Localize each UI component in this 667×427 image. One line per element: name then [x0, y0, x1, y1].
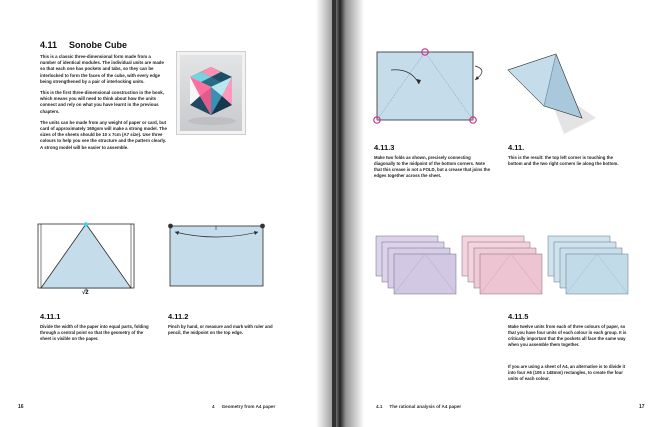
- running-head-left: [212, 404, 275, 409]
- step-4-11-2-label: 4.11.2: [168, 312, 189, 321]
- page-number-left: 16: [18, 404, 24, 410]
- intro-paragraph-1: This is a classic three-dimensional form made from a number of identical modules. The individual units are made so that each one has pockets and tabs, so they can be interlocked to form the faces of the cube, with every edge being strengthened by a pair of interlocking units.: [40, 54, 164, 84]
- left-page: [0, 0, 332, 427]
- step-4-11-5-note: If you are using a sheet of A4, an alternative is to divide it into four A6 (105 x 148mm) rectangles, to create the four units of each colour.: [508, 364, 626, 381]
- diagram-4-11-1: [37, 222, 135, 294]
- running-head-right-chapter: 4.1: [376, 404, 383, 409]
- step-4-11-1-text: Divide the width of the paper into equal parts, folding through a central point so that the geometry of the sheet is visible on the paper.: [40, 324, 149, 341]
- diagram-4-11-4: [504, 46, 614, 136]
- step-4-11-2-text: Pinch by hand, or measure and mark with ruler and pencil, the midpoint on the top edge.: [168, 324, 273, 335]
- folded-kite-diagram: [504, 46, 614, 136]
- step-4-11-5-label: 4.11.5: [508, 312, 529, 321]
- intro-paragraph-2: This is the first three-dimensional construction in the book, which means you will need to think about how the units connect and rely on what you have learnt in the previous chapters.: [40, 90, 164, 114]
- step-4-11-4-text: This is the result: the top left corner is touching the bottom and the two right corners lie along the bottom.: [508, 155, 619, 166]
- triangle-fold-diagram: [37, 222, 135, 294]
- pink-stack: [462, 236, 542, 294]
- diagonal-fold-diagram: [371, 46, 491, 130]
- step-4-11-1-label: 4.11.1: [40, 312, 61, 321]
- running-head-left-title: Geometry from A4 paper: [221, 404, 276, 409]
- section-title: Sonobe Cube: [69, 40, 128, 50]
- step-4-11-5-text: Make twelve units from each of three colours of paper, so that you have four units of each colour in each group. It is critically important that the pockets all face the same way when you assemble them together.: [508, 324, 627, 347]
- cube-illustration: [180, 55, 242, 131]
- step-4-11-3-text: Make two folds as shown, precisely connecting diagonally to the midpoint of the bottom corners. Note that this crease is not a FOLD, but a crease that joins the edges together across the sheet.: [374, 155, 491, 178]
- right-page: [336, 0, 667, 427]
- section-heading: [40, 40, 127, 50]
- paper-stacks-diagram: [374, 234, 636, 298]
- blue-stack: [548, 236, 628, 294]
- step-4-11-4-label: 4.11.: [508, 143, 525, 152]
- page-number-right: 17: [639, 404, 645, 410]
- running-head-right-title: The rational analysis of A4 paper: [389, 404, 462, 409]
- midpoint-pinch-diagram: [168, 222, 266, 290]
- intro-text: [40, 54, 168, 156]
- running-head-right: [376, 404, 461, 409]
- diagram-4-11-5: [374, 234, 636, 298]
- intro-paragraph-3: The units can be made from any weight of paper or card, but card of approximately 160gsm will make a strong model. The sizes of the sheets should be 10 x 7cm (A7 size). Use three colours to help you see the structure and the pattern clearly. A strong model will be easier to assemble.: [40, 119, 167, 150]
- step-4-11-3-label: 4.11.3: [374, 143, 395, 152]
- section-number: 4.11: [40, 40, 58, 50]
- lavender-stack: [376, 236, 456, 294]
- diagram-4-11-2: [168, 222, 266, 290]
- diagram-4-11-3: [371, 46, 491, 130]
- sonobe-cube-photo: [177, 52, 245, 134]
- running-head-left-chapter: 4: [212, 404, 215, 409]
- sqrt2-label: √2: [82, 290, 89, 296]
